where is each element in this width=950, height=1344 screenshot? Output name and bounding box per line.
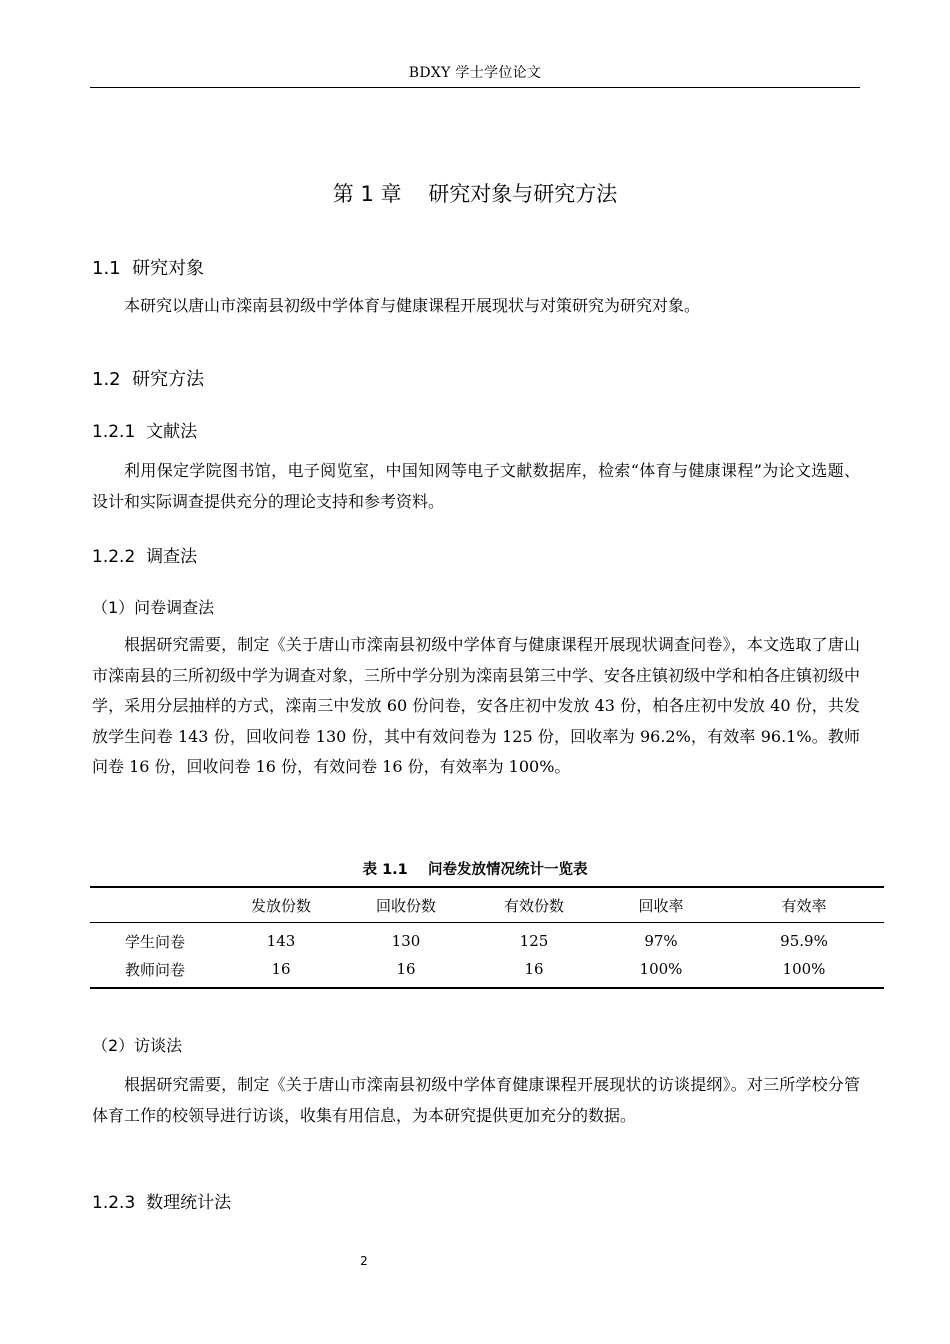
questionnaire-paragraph: 根据研究需要，制定《关于唐山市滦南县初级中学体育与健康课程开展现状调查问卷》，本文选取了唐山市滦南县的三所初级中学为调查对象，三所中学分别为滦南县第三中学、安各庄镇初级中学和柏各庄镇初级中学，采用分层抽样的方式，滦南三中发放 60 份问卷，安各庄初中发放 43 份，柏各庄初中发放 40 份，共发放学生问卷 143 份，回收问卷 130 份，其中有效问卷为 125 份，回收率为 96.2%，有效率 96.1%。教师问卷 16 份，回收问卷 16 份，有效问卷 16 份，有效率为 100%。 <box>92 635 861 776</box>
running-header: BDXY 学士学位论文 <box>408 65 542 81</box>
questionnaire-stats-table <box>90 886 884 989</box>
table-header-cell: 有效份数 <box>503 896 564 915</box>
table-cell: 95.9% <box>780 932 828 950</box>
section-heading-1-1: 1.1 研究对象 <box>92 258 205 279</box>
table-row <box>90 955 884 988</box>
section-heading-1-2-2: 1.2.2 调查法 <box>92 547 198 567</box>
section-heading-1-2: 1.2 研究方法 <box>92 369 205 390</box>
table-cell: 125 <box>519 932 549 950</box>
table-caption: 表 1.1 问卷发放情况统计一览表 <box>362 862 588 878</box>
table-row <box>90 923 884 956</box>
table-header-cell: 回收份数 <box>375 896 436 915</box>
table-cell: 100% <box>782 960 826 978</box>
table-header-cell: 发放份数 <box>250 896 311 915</box>
table-cell: 100% <box>639 960 683 978</box>
table-cell: 学生问卷 <box>124 932 185 951</box>
table-header-row <box>90 887 884 923</box>
section-heading-1-2-3: 1.2.3 数理统计法 <box>92 1193 232 1213</box>
section-heading-1-2-1: 1.2.1 文献法 <box>92 422 198 442</box>
chapter-title: 第 1 章 研究对象与研究方法 <box>332 182 618 206</box>
table-cell: 130 <box>391 932 421 950</box>
table-header-cell <box>90 887 220 923</box>
table-header-cell: 回收率 <box>638 896 684 915</box>
page-number: 2 <box>360 1254 368 1268</box>
table-cell: 16 <box>396 960 416 978</box>
table-header-cell: 有效率 <box>781 896 827 915</box>
interview-paragraph: 根据研究需要，制定《关于唐山市滦南县初级中学体育健康课程开展现状的访谈提纲》。对三所学校分管体育工作的校领导进行访谈，收集有用信息，为本研究提供更加充分的数据。 <box>92 1075 860 1125</box>
header-rule <box>90 87 860 88</box>
table-cell: 143 <box>266 932 296 950</box>
table-cell: 16 <box>524 960 544 978</box>
subsection-heading-questionnaire: （1）问卷调查法 <box>92 598 215 617</box>
table-cell: 16 <box>271 960 291 978</box>
section-1-2-1-paragraph: 利用保定学院图书馆，电子阅览室，中国知网等电子文献数据库，检索“体育与健康课程”为论文选题、设计和实际调查提供充分的理论支持和参考资料。 <box>92 461 860 511</box>
table-cell: 教师问卷 <box>124 960 185 979</box>
subsection-heading-interview: （2）访谈法 <box>92 1036 183 1055</box>
table-cell: 97% <box>644 932 678 950</box>
section-1-1-paragraph: 本研究以唐山市滦南县初级中学体育与健康课程开展现状与对策研究为研究对象。 <box>124 296 701 315</box>
